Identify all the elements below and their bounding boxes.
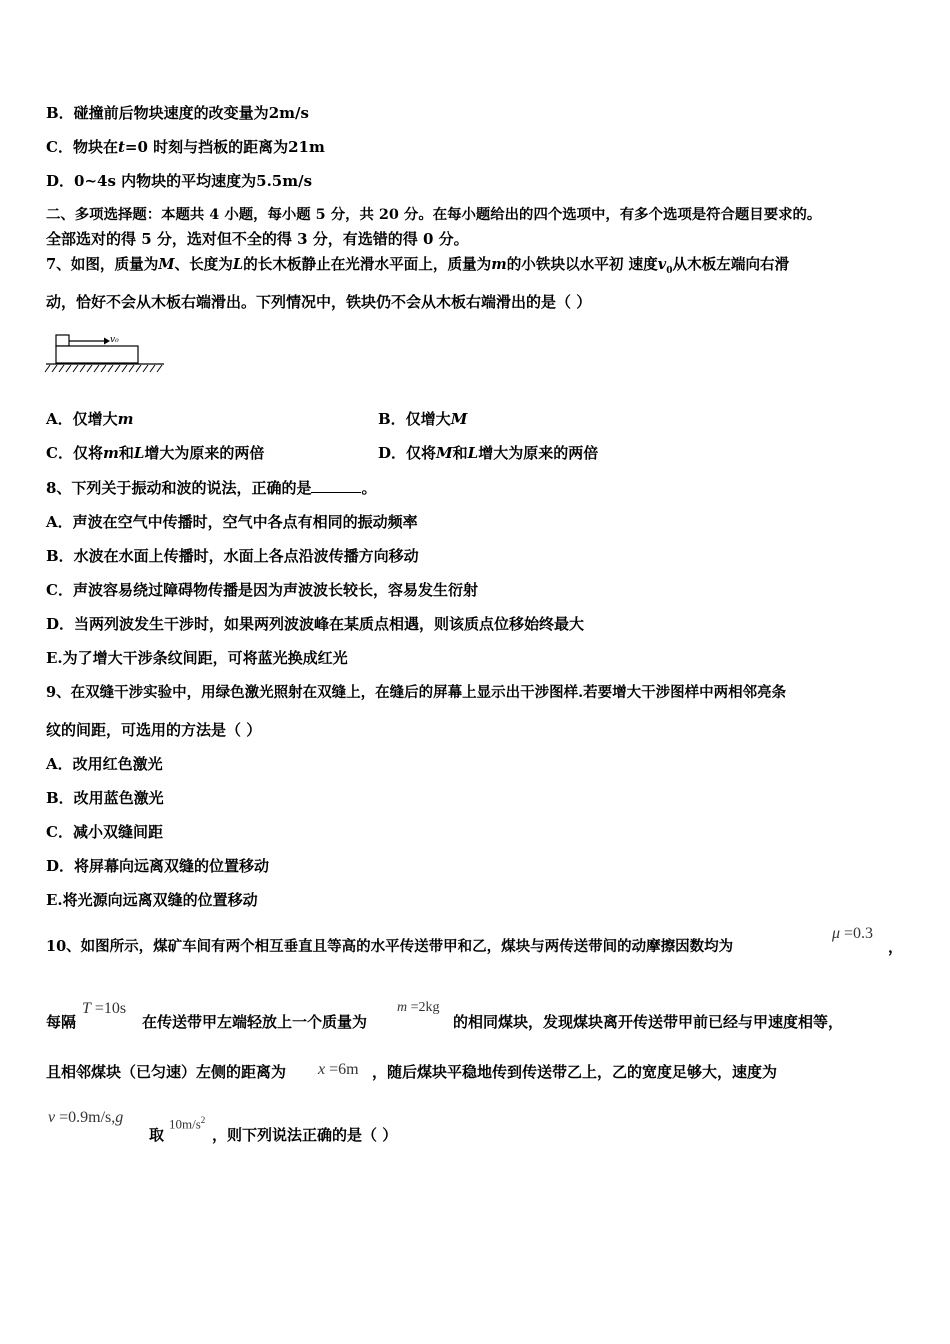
q9-option-e: E.将光源向远离双缝的位置移动 [46,891,258,909]
x-expression [318,1061,359,1079]
subscript-0: 0 [666,265,673,276]
var-L: L [467,444,479,462]
q10-line4-mid: 取 [149,1126,165,1144]
q9-option-b: B．改用蓝色激光 [46,789,164,807]
section-2-scoring: 全部选对的得 5 分，选对但不全的得 3 分，有选错的得 0 分。 [46,230,469,248]
q8-option-e: E.为了增大干涉条纹间距，可将蓝光换成红光 [46,649,348,667]
velocity-label: v₀ [110,335,119,345]
q7-option-c-text: 增大为原来的两倍 [144,444,265,462]
long-board [56,346,138,363]
q7-text: 的小铁块以水平初 速度 [506,256,658,273]
q10-comma: ， [888,938,904,956]
q9-stem-line1: 9、在双缝干涉实验中，用绿色激光照射在双缝上，在缝后的屏幕上显示出干涉图样.若要增大干涉图样中两相邻亮条 [46,684,787,701]
option-c-value: 21m [288,138,325,156]
var-m: m [102,444,119,462]
q7-text: 从木板左端向右滑 [672,256,790,273]
answer-blank [311,478,361,493]
q8-option-a: A．声波在空气中传播时，空气中各点有相同的振动频率 [46,513,418,531]
option-d-range: 0~4s [74,172,116,190]
q7-option-d-text: 和 [452,444,468,462]
var-m: m [117,410,134,428]
q7-option-c [46,443,264,463]
q10-line3-post: ，随后煤块平稳地传到传送带乙上，乙的宽度足够大，速度为 [372,1063,778,1081]
q7-stem-line2: 动，恰好不会从木板右端滑出。下列情况中，铁块仍不会从木板右端滑出的是（ ） [46,293,592,311]
var-v0: v [657,256,667,273]
option-b-value: 2m/s [268,104,309,122]
q7-text: 7、如图，质量为 [46,256,159,273]
q8-stem-end: 。 [361,479,377,497]
q10-stem-line1: 10、如图所示，煤矿车间有两个相互垂直且等高的水平传送带甲和乙，煤块与两传送带间的动摩擦因数均为 [46,938,734,955]
mu-expression [832,925,873,943]
q9-option-c: C．减小双缝间距 [46,823,163,841]
q7-option-a [46,409,134,429]
var-m: m [491,256,507,273]
q7-stem-line1 [46,255,789,281]
var-mu: μ [832,925,841,942]
var-L: L [232,256,244,273]
q10-line2-mid: 在传送带甲左端轻放上一个质量为 [142,1013,368,1031]
var-M: M [436,444,453,462]
ground-hatching [45,365,162,372]
q8-option-b: B．水波在水面上传播时，水面上各点沿波传播方向移动 [46,547,419,565]
var-g: g [115,1109,124,1126]
option-b-prev [46,103,309,123]
q9-stem-line2: 纹的间距，可选用的方法是（ ） [46,721,262,739]
q10-line4-post: ，则下列说法正确的是（ ） [212,1126,398,1144]
option-d-prev [46,171,312,191]
q7-option-d [378,443,598,463]
g-exponent: 2 [200,1115,206,1125]
g-value-text: 10m/s [169,1116,201,1132]
q10-line2-pre: 每隔 [46,1013,77,1031]
m-value: =2kg [407,1000,440,1015]
q7-option-c-text: C．仅将 [46,444,103,462]
q7-option-c-text: 和 [118,444,134,462]
q8-stem [46,478,376,498]
option-d-mid: 内物块的平均速度为 [115,172,257,190]
q7-option-d-text: D．仅将 [378,444,437,462]
q8-stem-text: 8、下列关于振动和波的说法，正确的是 [46,479,312,497]
var-m: m [397,1000,408,1015]
q9-option-a: A．改用红色激光 [46,755,163,773]
q7-text: 的长木板静止在光滑水平面上，质量为 [243,256,492,273]
T-value: =10s [90,1000,127,1017]
q7-option-b [378,409,467,429]
var-T: T [82,1000,91,1017]
var-t: t [117,138,125,156]
section-2-heading: 二、多项选择题：本题共 4 小题，每小题 5 分，共 20 分。在每小题给出的四个选项中，有多个选项是符合题目要求的。 [46,206,822,223]
q7-option-b-text: B．仅增大 [378,410,451,428]
q10-line3-pre: 且相邻煤块（已匀速）左侧的距离为 [46,1063,287,1081]
board-block-figure [44,330,169,380]
var-M: M [158,256,175,273]
iron-block [56,335,69,346]
q8-option-c: C．声波容易绕过障碍物传播是因为声波波长较长，容易发生衍射 [46,581,478,599]
q10-line2-post: 的相同煤块，发现煤块离开传送带甲前已经与甲速度相等， [453,1013,844,1031]
option-c-mid: =0 时刻与挡板的距离为 [124,138,289,156]
T-expression [82,1000,126,1018]
var-x: x [318,1061,326,1078]
var-v: v [48,1109,56,1126]
mu-value: =0.3 [840,925,874,942]
var-M: M [450,410,468,428]
v-value: =0.9m/s, [55,1109,116,1126]
q7-text: 、长度为 [174,256,233,273]
q9-option-d: D．将屏幕向远离双缝的位置移动 [46,857,270,875]
q7-option-a-text: A．仅增大 [46,410,118,428]
option-d-value: 5.5m/s [256,172,313,190]
v-expression [48,1109,123,1127]
g-value [169,1115,205,1132]
option-d-text: D． [46,172,75,190]
option-c-prev [46,137,325,157]
option-b-text: B．碰撞前后物块速度的改变量为 [46,104,269,122]
m-expression [397,1000,440,1016]
q7-option-d-text: 增大为原来的两倍 [478,444,599,462]
var-L: L [133,444,145,462]
x-value: =6m [325,1061,359,1078]
option-c-text: C．物块在 [46,138,118,156]
q8-option-d: D．当两列波发生干涉时，如果两列波波峰在某质点相遇，则该质点位移始终最大 [46,615,585,633]
